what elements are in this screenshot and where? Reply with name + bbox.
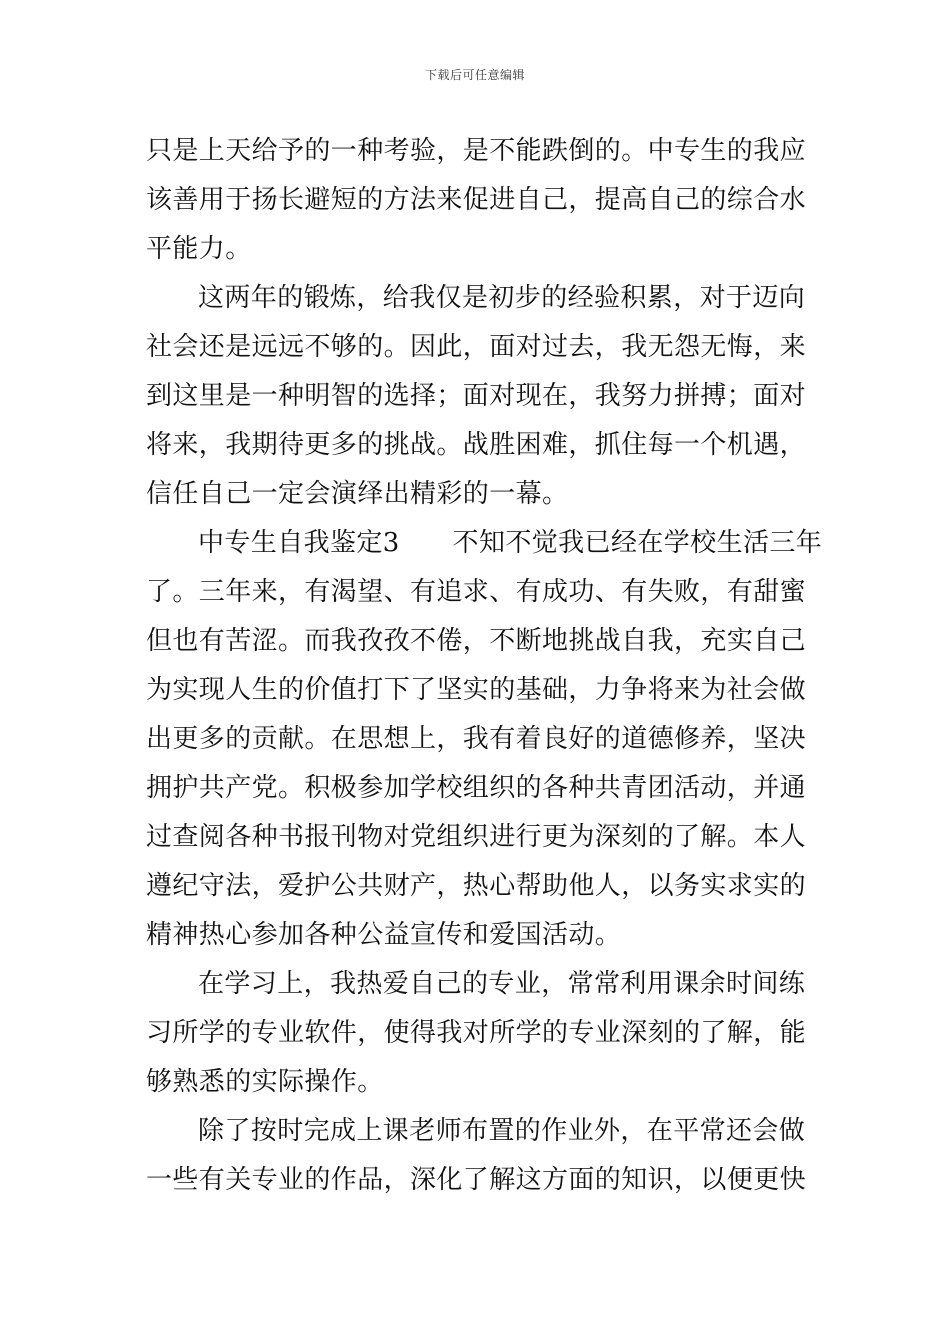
text-line: 拥护共产党。积极参加学校组织的各种共青团活动，并通 [146,773,807,803]
text-line: 将来，我期待更多的挑战。战胜困难，抓住每一个机遇， [146,430,807,460]
text-line: 够熟悉的实际操作。 [146,1067,384,1097]
text-line: 遵纪守法，爱护公共财产，热心帮助他人，以务实求实的 [146,871,807,901]
text-line: 只是上天给予的一种考验，是不能跌倒的。中专生的我应 [146,136,807,166]
text-line: 但也有苦涩。而我孜孜不倦，不断地挑战自我，充实自己 [146,626,807,656]
text-line: 精神热心参加各种公益宣传和爱国活动。 [146,920,622,950]
text-line: 为实现人生的价值打下了坚实的基础，力争将来为社会做 [146,675,807,705]
text-line: 平能力。 [146,234,252,264]
text-line: 习所学的专业软件，使得我对所学的专业深刻的了解，能 [146,1018,807,1048]
document-body [146,127,823,1205]
text-line: 了。三年来，有渴望、有追求、有成功、有失败，有甜蜜 [146,577,807,607]
text-line: 信任自己一定会演绎出精彩的一幕。 [146,479,569,509]
text-line: 过查阅各种书报刊物对党组织进行更为深刻的了解。本人 [146,822,807,852]
text-line: 出更多的贡献。在思想上，我有着良好的道德修养，坚决 [146,724,807,754]
section-heading-line: 中专生自我鉴定3 不知不觉我已经在学校生活三年 [198,528,823,558]
text-line: 到这里是一种明智的选择；面对现在，我努力拼搏；面对 [146,381,807,411]
paragraph-first-line: 这两年的锻炼，给我仅是初步的经验积累，对于迈向 [198,283,806,313]
text-line: 社会还是远远不够的。因此，面对过去，我无怨无悔，来 [146,332,807,362]
paragraph-first-line: 除了按时完成上课老师布置的作业外，在平常还会做 [198,1116,806,1146]
paragraph-first-line: 在学习上，我热爱自己的专业，常常利用课余时间练 [198,969,806,999]
text-line: 一些有关专业的作品，深化了解这方面的知识，以便更快 [146,1165,807,1195]
page-header: 下载后可任意编辑 [424,68,525,82]
text-line: 该善用于扬长避短的方法来促进自己，提高自己的综合水 [146,185,807,215]
